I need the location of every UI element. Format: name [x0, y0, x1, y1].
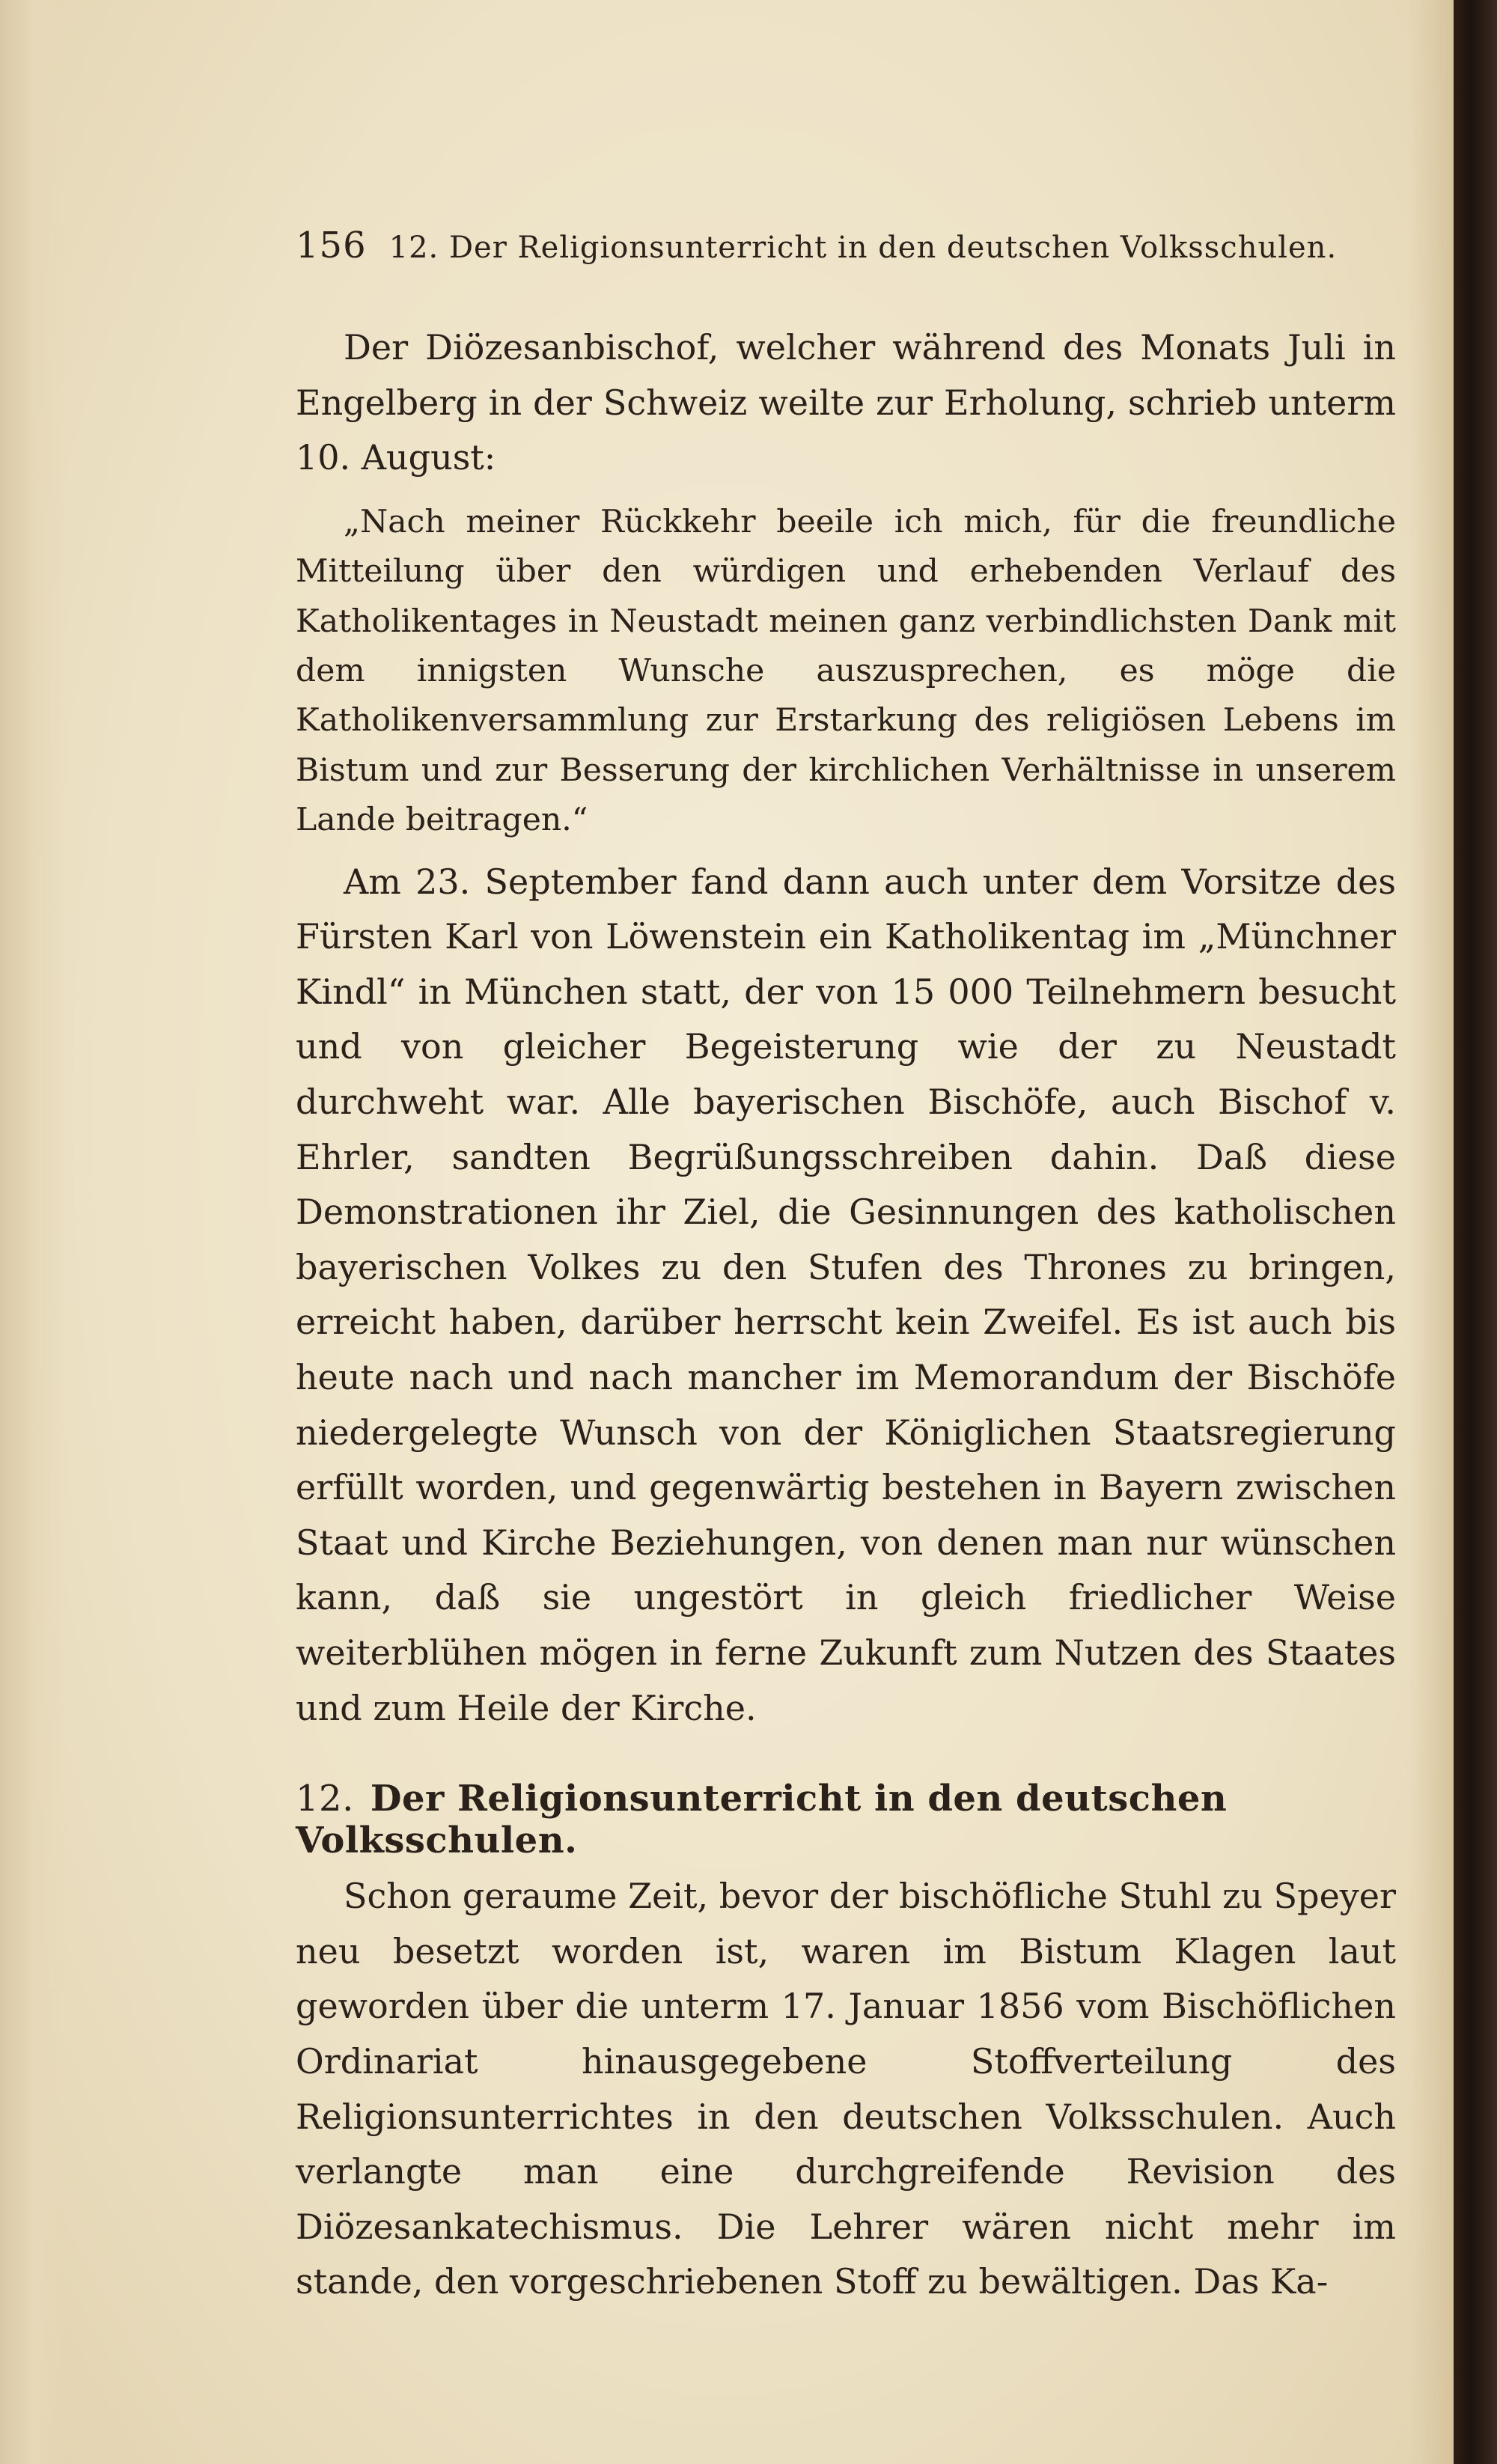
book-edge [1454, 0, 1497, 2464]
section-heading [296, 1778, 1396, 1861]
paragraph-quote: „Nach meiner Rückkehr beeile ich mich, für die freundliche Mitteilung über den würdigen und erhebenden Verlauf des Katholikentages in Neustadt meinen ganz verbindlichsten Dank mit dem innigsten Wunsche auszusprechen, es möge die Katholikenversammlung zur Erstarkung des religiösen Lebens im Bistum und zur Besserung der kirchlichen Verhältnisse in unserem Lande beitragen.“ [296, 503, 1396, 839]
section-title: Der Religionsunterricht in den deutschen Volksschulen. [296, 1778, 1228, 1862]
running-head [296, 225, 1396, 266]
section-number: 12. [296, 1778, 354, 1820]
running-head-title: 12. Der Religionsunterricht in den deutschen Volksschulen. [388, 231, 1338, 265]
paragraph-september: Am 23. September fand dann auch unter dem Vorsitze des Fürsten Karl von Löwenstein ein Katholikentag im „Münchner Kindl“ in München statt, der von 15 000 Teilnehmern besucht und von gleicher Begeisterung wie der zu Neustadt durchweht war. Alle bayerischen Bischöfe, auch Bischof v. Ehrler, sandten Begrüßungsschreiben dahin. Daß diese Demonstrationen ihr Ziel, die Gesinnungen des katholischen bayerischen Volkes zu den Stufen des Thrones zu bringen, erreicht haben, darüber herrscht kein Zweifel. Es ist auch bis heute nach und nach mancher im Memorandum der Bischöfe niedergelegte Wunsch von der Königlichen Staatsregierung erfüllt worden, und gegenwärtig bestehen in Bayern zwischen Staat und Kirche Beziehungen, von denen man nur wünschen kann, daß sie ungestört in gleich friedlicher Weise weiterblühen mögen in ferne Zukunft zum Nutzen des Staates und zum Heile der Kirche. [296, 861, 1396, 1728]
text-block [296, 225, 1396, 2310]
paragraph-section-body: Schon geraume Zeit, bevor der bischöfliche Stuhl zu Speyer neu besetzt worden ist, waren im Bistum Klagen laut geworden über die unterm 17. Januar 1856 vom Bischöflichen Ordinariat hinausgegebene Stoffverteilung des Religionsunterrichtes in den deutschen Volksschulen. Auch verlangte man eine durchgreifende Revision des Diözesankatechismus. Die Lehrer wären nicht mehr im stande, den vorgeschriebenen Stoff zu bewältigen. Das Ka- [296, 1876, 1396, 2302]
page-number: 156 [296, 225, 367, 266]
paragraph-intro: Der Diözesanbischof, welcher während des Monats Juli in Engelberg in der Schweiz weilte zur Erholung, schrieb unterm 10. August: [296, 327, 1396, 478]
